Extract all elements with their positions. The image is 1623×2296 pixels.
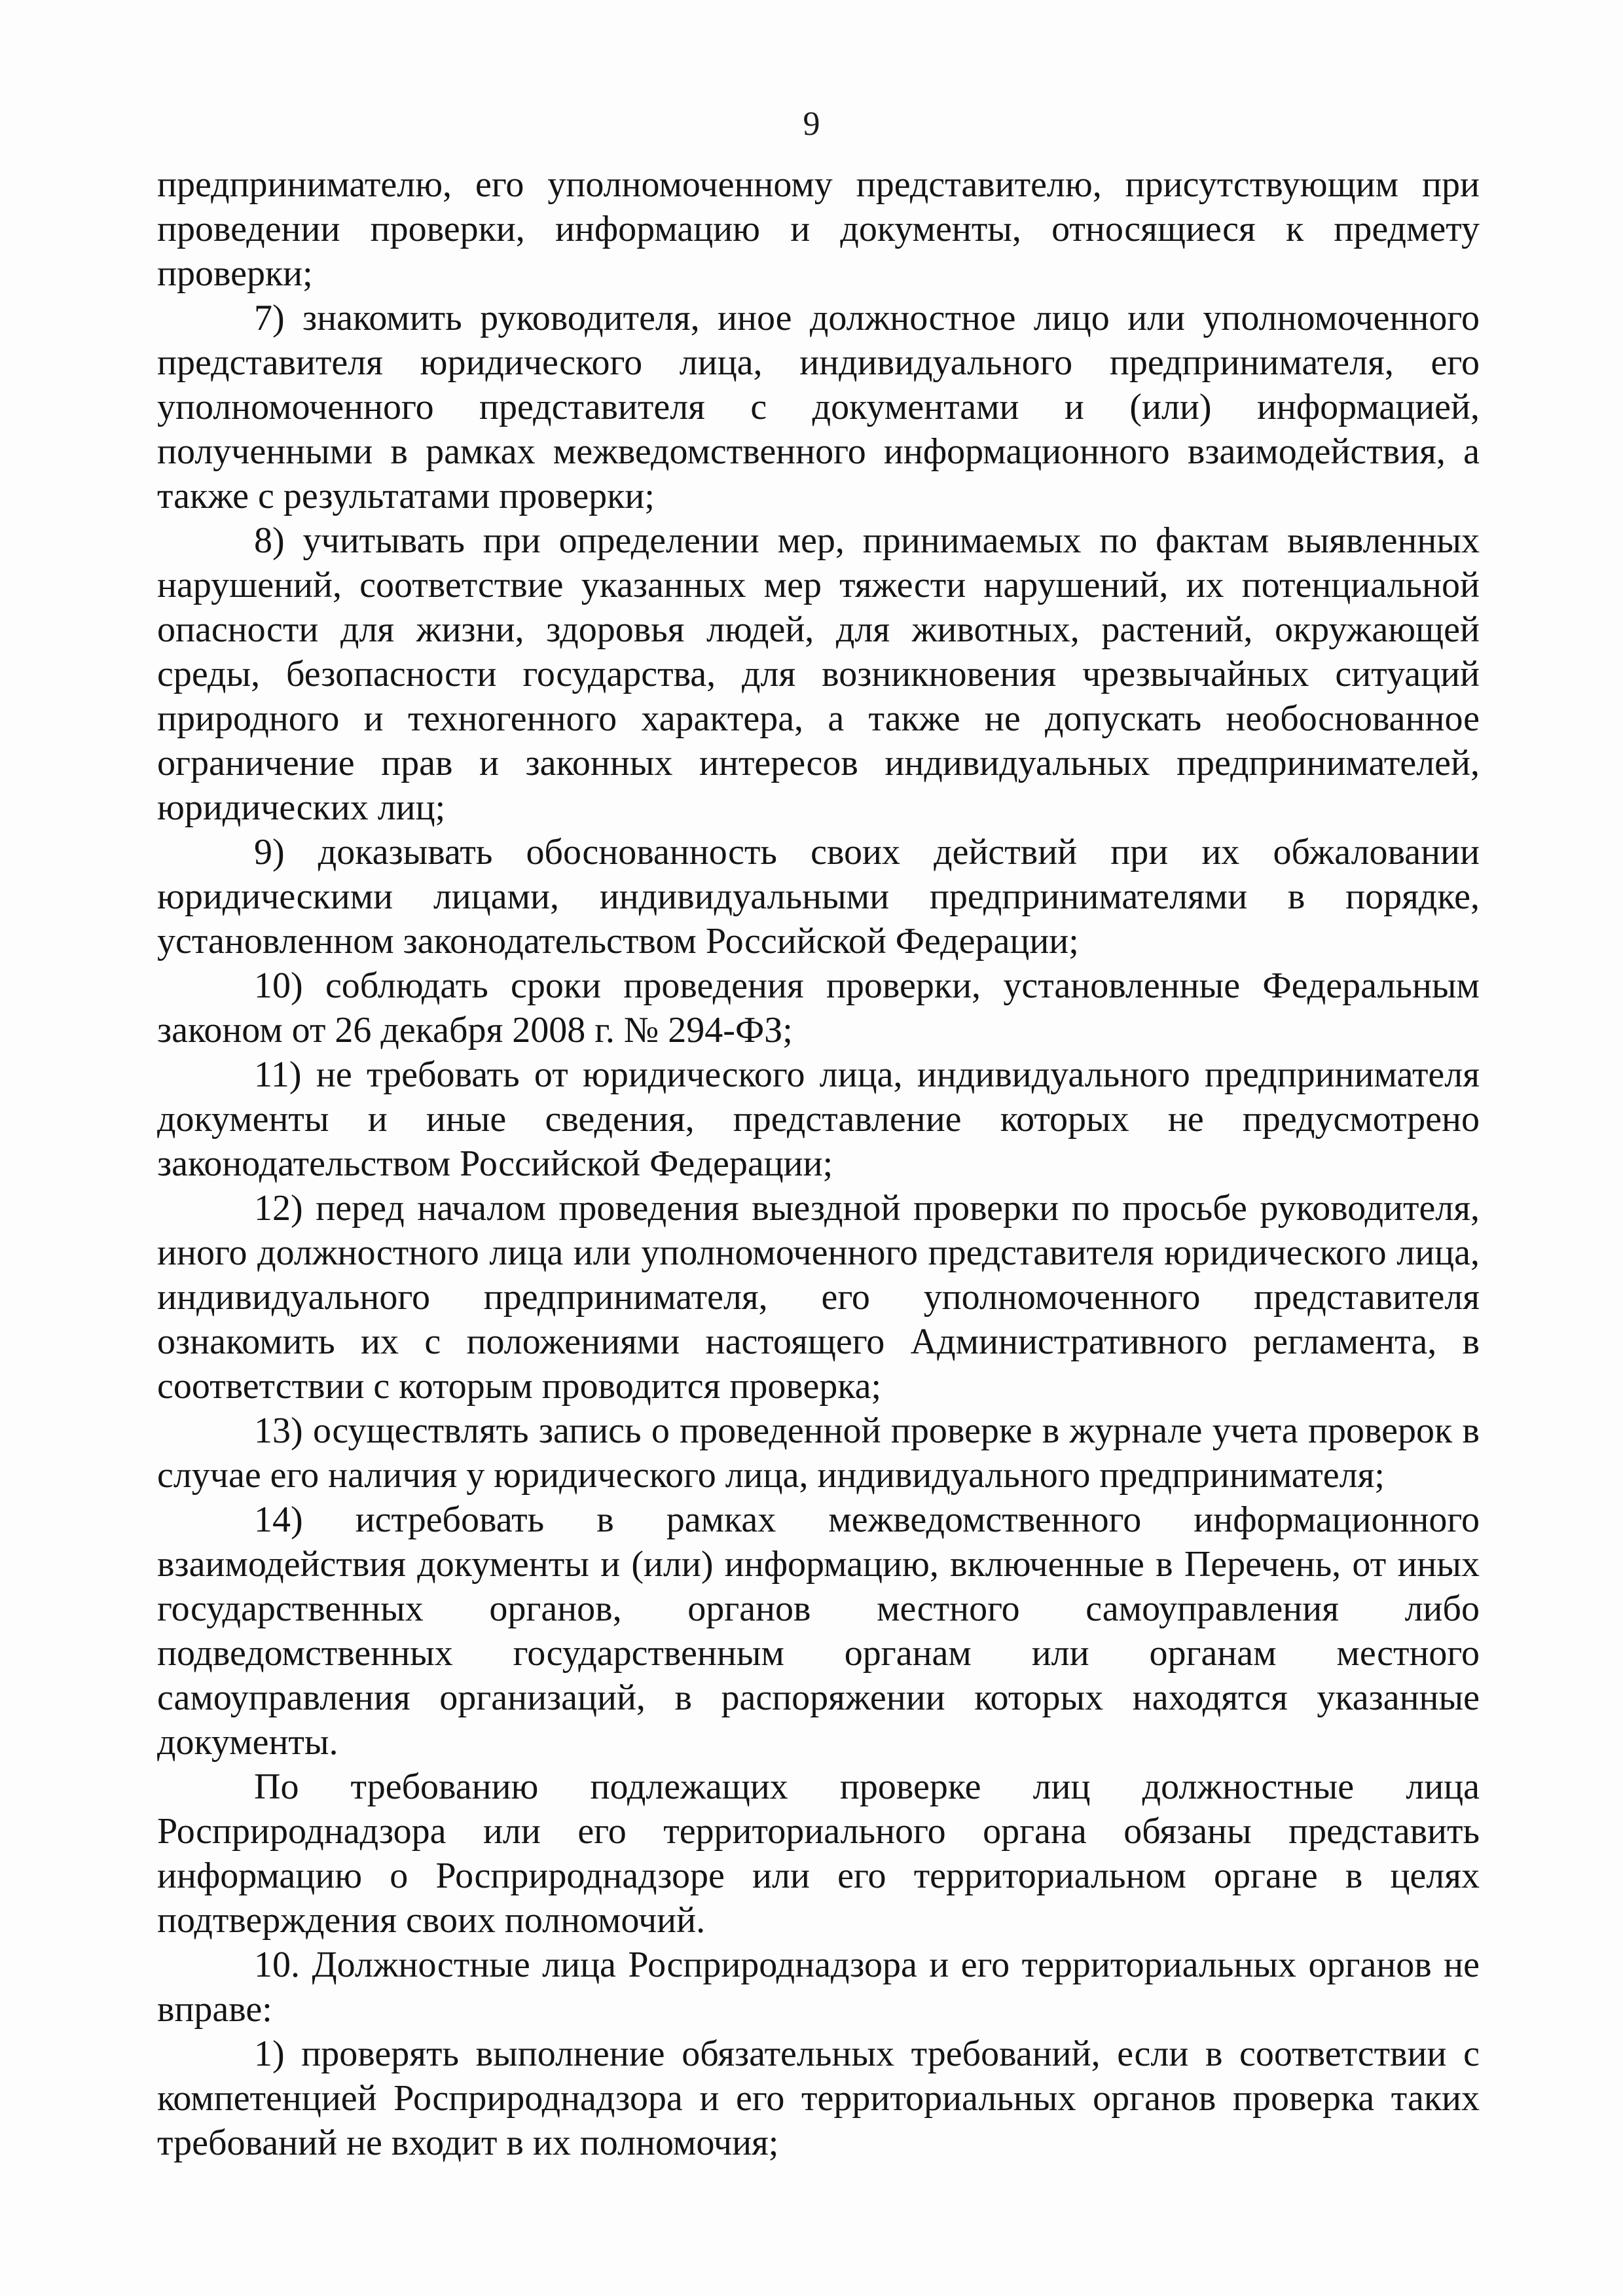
paragraph-section-10-intro: 10. Должностные лица Росприроднадзора и его территориальных органов не вправе: [157, 1945, 1480, 2030]
paragraph-item-11: 11) не требовать от юридического лица, индивидуального предпринимателя документы и иные сведения, представление которых не предусмотрено законодательством Российской Федерации; [157, 1054, 1480, 1184]
paragraph-credentials-request: По требованию подлежащих проверке лиц должностные лица Росприроднадзора или его территориального органа обязаны представить информацию о Росприроднадзоре или его территориальном органе в целях подтверждения своих полномочий. [157, 1767, 1480, 1941]
paragraph-item-14: 14) истребовать в рамках межведомственного информационного взаимодействия документы и (или) информацию, включенные в Перечень, от иных государственных органов, органов местного самоуправления либо подведомственных государственным органам или органам местного самоуправления организаций, в распоряжении которых находятся указанные документы. [157, 1499, 1480, 1763]
paragraph-item-12: 12) перед началом проведения выездной проверки по просьбе руководителя, иного должностного лица или уполномоченного представителя юридического лица, индивидуального предпринимателя, его уполномоченного представителя ознакомить их с положениями настоящего Административного регламента, в соответствии с которым проводится проверка; [157, 1188, 1480, 1407]
paragraph-item-13: 13) осуществлять запись о проведенной проверке в журнале учета проверок в случае его наличия у юридического лица, индивидуального предпринимателя; [157, 1410, 1480, 1496]
paragraph-item-9: 9) доказывать обоснованность своих действий при их обжаловании юридическими лицами, индивидуальными предпринимателями в порядке, установленном законодательством Российской Федерации; [157, 832, 1480, 961]
paragraph-item-8: 8) учитывать при определении мер, принимаемых по фактам выявленных нарушений, соответствие указанных мер тяжести нарушений, их потенциальной опасности для жизни, здоровья людей, для животных, растений, окружающей среды, безопасности государства, для возникновения чрезвычайных ситуаций природного и техногенного характера, а также не допускать необоснованное ограничение прав и законных интересов индивидуальных предпринимателей, юридических лиц; [157, 520, 1480, 828]
paragraph-item-7: 7) знакомить руководителя, иное должностное лицо или уполномоченного представителя юридического лица, индивидуального предпринимателя, его уполномоченного представителя с документами и (или) информацией, полученными в рамках межведомственного информационного взаимодействия, а также с результатами проверки; [157, 298, 1480, 516]
page-number: 9 [803, 105, 820, 143]
paragraph-continuation: предпринимателю, его уполномоченному представителю, присутствующим при проведении проверки, информацию и документы, относящиеся к предмету проверки; [157, 164, 1480, 294]
paragraph-section-10-item-1: 1) проверять выполнение обязательных требований, если в соответствии с компетенцией Росприроднадзора и его территориальных органов проверка таких требований не входит в их полномочия; [157, 2034, 1480, 2163]
document-body [157, 162, 1480, 2165]
paragraph-item-10: 10) соблюдать сроки проведения проверки, установленные Федеральным законом от 26 декабря 2008 г. № 294-ФЗ; [157, 965, 1480, 1050]
